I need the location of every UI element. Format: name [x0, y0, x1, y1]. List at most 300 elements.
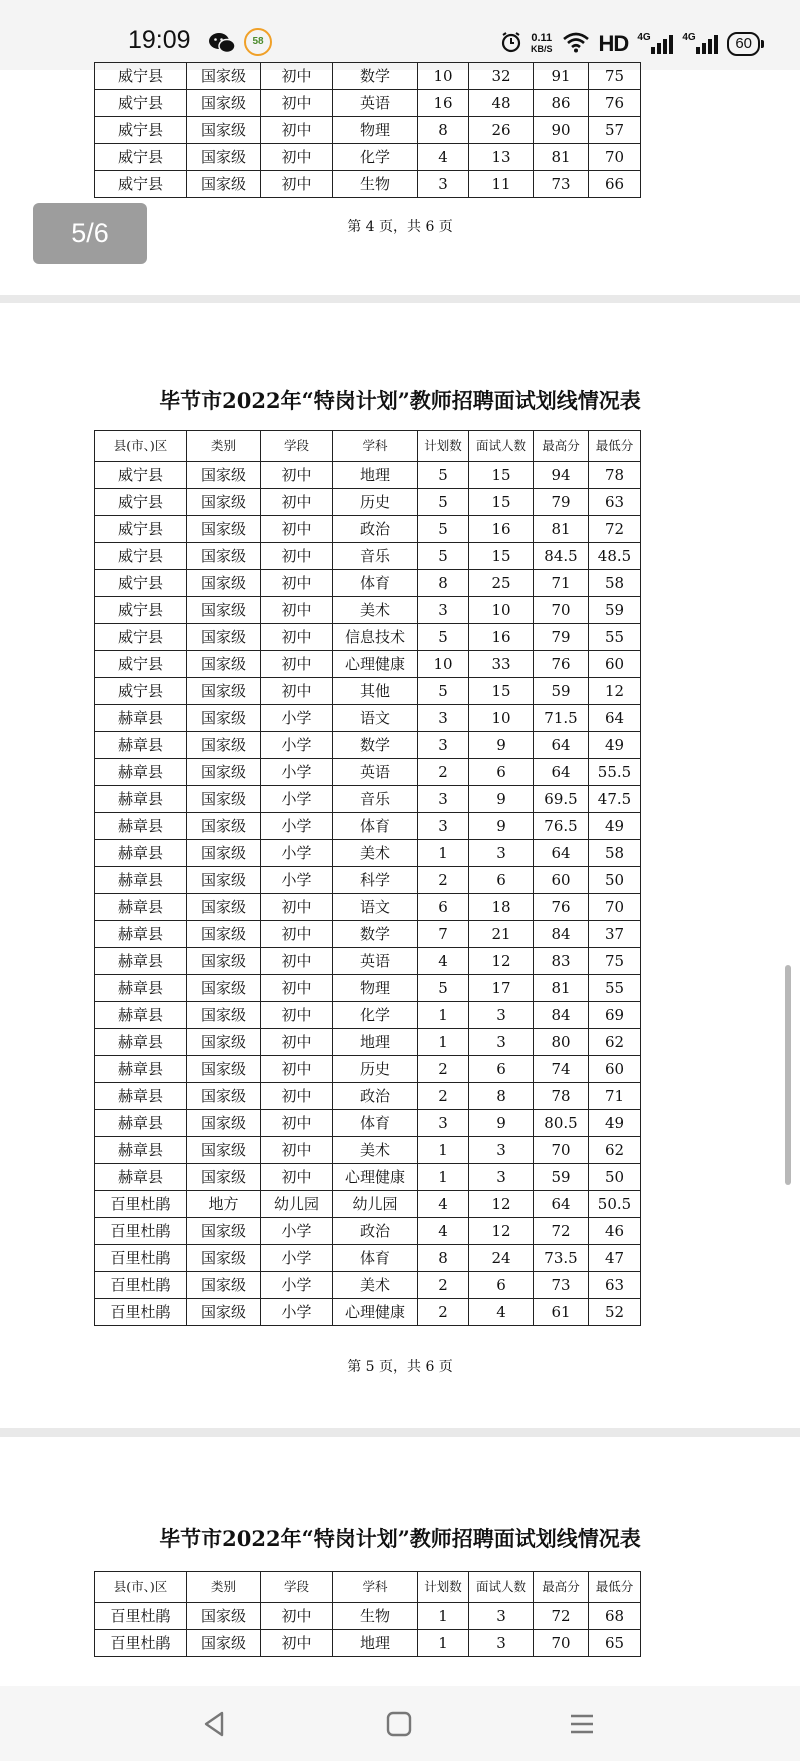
table-cell: 百里杜鹃: [95, 1218, 187, 1245]
table-cell: 10: [418, 63, 469, 90]
table-cell: 国家级: [187, 1002, 261, 1029]
table-cell: 84: [534, 921, 589, 948]
table-cell: 国家级: [187, 1029, 261, 1056]
table-row: [95, 1002, 641, 1029]
table-cell: 威宁县: [95, 624, 187, 651]
cellular-signal-1-icon: [637, 31, 673, 54]
table-cell: 英语: [333, 759, 418, 786]
score-table-page-6: [94, 1571, 641, 1657]
table-cell: 小学: [261, 786, 333, 813]
table-cell: 国家级: [187, 489, 261, 516]
network-speed-value: 0.11: [531, 32, 553, 44]
table-cell: 国家级: [187, 570, 261, 597]
home-square-icon: [384, 1709, 414, 1739]
table-cell: 初中: [261, 651, 333, 678]
table-cell: 初中: [261, 1630, 333, 1657]
table-cell: 小学: [261, 1245, 333, 1272]
table-row: [95, 786, 641, 813]
table-cell: 84.5: [534, 543, 589, 570]
table-cell: 47.5: [589, 786, 641, 813]
table-cell: 3: [418, 597, 469, 624]
table-cell: 美术: [333, 597, 418, 624]
table-cell: 55: [589, 975, 641, 1002]
table-cell: 58: [589, 840, 641, 867]
table-cell: 8: [418, 117, 469, 144]
table-cell: 81: [534, 144, 589, 171]
table-row: [95, 63, 641, 90]
table-cell: 威宁县: [95, 678, 187, 705]
table-cell: 赫章县: [95, 1083, 187, 1110]
network-speed-unit: KB/S: [531, 44, 553, 54]
table-cell: 地理: [333, 462, 418, 489]
table-cell: 初中: [261, 1083, 333, 1110]
table-cell: 小学: [261, 813, 333, 840]
table-cell: 76.5: [534, 813, 589, 840]
table-cell: 百里杜鹃: [95, 1630, 187, 1657]
table-cell: 国家级: [187, 1245, 261, 1272]
table-cell: 50: [589, 867, 641, 894]
table-cell: 初中: [261, 516, 333, 543]
table-cell: 百里杜鹃: [95, 1299, 187, 1326]
table-cell: 威宁县: [95, 117, 187, 144]
battery-icon: 60: [727, 32, 760, 56]
table-cell: 威宁县: [95, 543, 187, 570]
document-page-6: [0, 1437, 800, 1686]
table-row: [95, 1272, 641, 1299]
document-page-5: [0, 303, 800, 1428]
table-cell: 72: [534, 1603, 589, 1630]
table-cell: 初中: [261, 1029, 333, 1056]
table-cell: 国家级: [187, 1272, 261, 1299]
table-cell: 赫章县: [95, 975, 187, 1002]
table-row: [95, 489, 641, 516]
table-cell: 79: [534, 624, 589, 651]
table-cell: 赫章县: [95, 1164, 187, 1191]
table-cell: 初中: [261, 597, 333, 624]
table-cell: 6: [469, 1272, 534, 1299]
table-cell: 70: [534, 1630, 589, 1657]
table-cell: 25: [469, 570, 534, 597]
table-cell: 76: [534, 894, 589, 921]
table-cell: 初中: [261, 489, 333, 516]
table-cell: 初中: [261, 543, 333, 570]
table-cell: 12: [469, 948, 534, 975]
table-cell: 威宁县: [95, 651, 187, 678]
table-cell: 小学: [261, 759, 333, 786]
table-cell: 15: [469, 489, 534, 516]
table-cell: 物理: [333, 117, 418, 144]
table-row: [95, 759, 641, 786]
table-cell: 75: [589, 63, 641, 90]
table-cell: 幼儿园: [333, 1191, 418, 1218]
table-cell: 3: [418, 786, 469, 813]
table-cell: 80.5: [534, 1110, 589, 1137]
table-cell: 69.5: [534, 786, 589, 813]
column-header: 最高分: [534, 1572, 589, 1603]
table-cell: 初中: [261, 1110, 333, 1137]
table-cell: 50: [589, 1164, 641, 1191]
table-cell: 79: [534, 489, 589, 516]
table-cell: 1: [418, 1029, 469, 1056]
table-cell: 赫章县: [95, 1137, 187, 1164]
table-cell: 心理健康: [333, 651, 418, 678]
table-cell: 76: [534, 651, 589, 678]
score-table-page-4: [94, 62, 641, 198]
table-cell: 国家级: [187, 705, 261, 732]
table-row: [95, 90, 641, 117]
table-cell: 地方: [187, 1191, 261, 1218]
navigation-bar: [0, 1686, 800, 1761]
table-cell: 69: [589, 1002, 641, 1029]
column-header: 类别: [187, 1572, 261, 1603]
table-cell: 国家级: [187, 975, 261, 1002]
page-5-title: 毕节市2022年“特岗计划”教师招聘面试划线情况表: [159, 388, 641, 413]
table-cell: 70: [589, 894, 641, 921]
column-header: 县(市、)区: [95, 431, 187, 462]
table-cell: 小学: [261, 867, 333, 894]
column-header: 面试人数: [469, 1572, 534, 1603]
table-cell: 1: [418, 1002, 469, 1029]
table-cell: 2: [418, 1056, 469, 1083]
table-cell: 81: [534, 975, 589, 1002]
table-cell: 84: [534, 1002, 589, 1029]
table-cell: 91: [534, 63, 589, 90]
table-cell: 16: [418, 90, 469, 117]
table-cell: 国家级: [187, 597, 261, 624]
table-cell: 威宁县: [95, 570, 187, 597]
table-cell: 国家级: [187, 144, 261, 171]
table-cell: 1: [418, 1164, 469, 1191]
table-cell: 1: [418, 1630, 469, 1657]
table-cell: 48: [469, 90, 534, 117]
status-time: 19:09: [128, 26, 191, 54]
table-row: [95, 1164, 641, 1191]
table-cell: 小学: [261, 1272, 333, 1299]
table-cell: 58: [589, 570, 641, 597]
table-row: [95, 624, 641, 651]
table-cell: 3: [469, 1029, 534, 1056]
table-cell: 英语: [333, 948, 418, 975]
table-cell: 12: [589, 678, 641, 705]
wechat-icon: [208, 32, 236, 59]
table-cell: 60: [589, 651, 641, 678]
column-header: 面试人数: [469, 431, 534, 462]
table-cell: 小学: [261, 732, 333, 759]
table-cell: 61: [534, 1299, 589, 1326]
signal-1-label: 4G: [637, 31, 651, 43]
table-cell: 62: [589, 1029, 641, 1056]
table-row: [95, 651, 641, 678]
table-cell: 生物: [333, 1603, 418, 1630]
table-cell: 国家级: [187, 948, 261, 975]
table-cell: 70: [589, 144, 641, 171]
table-cell: 6: [418, 894, 469, 921]
table-header-row: [95, 1572, 641, 1603]
table-cell: 72: [589, 516, 641, 543]
table-row: [95, 948, 641, 975]
table-cell: 国家级: [187, 624, 261, 651]
table-cell: 国家级: [187, 840, 261, 867]
table-cell: 72: [534, 1218, 589, 1245]
table-row: [95, 894, 641, 921]
table-row: [95, 975, 641, 1002]
table-cell: 化学: [333, 144, 418, 171]
table-cell: 73.5: [534, 1245, 589, 1272]
table-cell: 国家级: [187, 894, 261, 921]
table-cell: 体育: [333, 813, 418, 840]
table-cell: 2: [418, 1272, 469, 1299]
table-cell: 46: [589, 1218, 641, 1245]
table-cell: 国家级: [187, 786, 261, 813]
column-header: 计划数: [418, 1572, 469, 1603]
table-cell: 赫章县: [95, 921, 187, 948]
table-cell: 62: [589, 1137, 641, 1164]
table-cell: 21: [469, 921, 534, 948]
table-cell: 66: [589, 171, 641, 198]
table-cell: 78: [589, 462, 641, 489]
table-cell: 国家级: [187, 1056, 261, 1083]
table-cell: 11: [469, 171, 534, 198]
table-row: [95, 516, 641, 543]
table-cell: 威宁县: [95, 63, 187, 90]
table-cell: 50.5: [589, 1191, 641, 1218]
table-cell: 国家级: [187, 1218, 261, 1245]
table-cell: 73: [534, 171, 589, 198]
score-table-page-5: [94, 430, 641, 1326]
table-cell: 9: [469, 786, 534, 813]
column-header: 计划数: [418, 431, 469, 462]
home-button[interactable]: [377, 1702, 421, 1746]
table-cell: 初中: [261, 117, 333, 144]
table-cell: 政治: [333, 1218, 418, 1245]
table-cell: 59: [534, 678, 589, 705]
table-row: [95, 1299, 641, 1326]
table-cell: 18: [469, 894, 534, 921]
table-cell: 64: [589, 705, 641, 732]
table-cell: 12: [469, 1218, 534, 1245]
page-indicator: 5/6: [33, 203, 147, 264]
table-cell: 6: [469, 759, 534, 786]
table-cell: 音乐: [333, 543, 418, 570]
table-cell: 威宁县: [95, 462, 187, 489]
table-cell: 59: [589, 597, 641, 624]
hd-voice-label: HD: [598, 31, 629, 56]
table-row: [95, 840, 641, 867]
table-cell: 3: [418, 1110, 469, 1137]
table-row: [95, 1110, 641, 1137]
table-cell: 威宁县: [95, 597, 187, 624]
table-cell: 64: [534, 759, 589, 786]
page-4-footer: 第 4 页，共 6 页: [347, 219, 453, 235]
table-cell: 64: [534, 840, 589, 867]
table-cell: 历史: [333, 489, 418, 516]
table-cell: 初中: [261, 624, 333, 651]
table-cell: 33: [469, 651, 534, 678]
wifi-icon: [562, 31, 590, 58]
table-cell: 国家级: [187, 90, 261, 117]
table-cell: 60: [534, 867, 589, 894]
table-cell: 3: [418, 732, 469, 759]
table-cell: 初中: [261, 678, 333, 705]
table-cell: 15: [469, 543, 534, 570]
table-cell: 赫章县: [95, 1029, 187, 1056]
table-row: [95, 705, 641, 732]
table-cell: 48.5: [589, 543, 641, 570]
column-header: 最高分: [534, 431, 589, 462]
table-cell: 国家级: [187, 63, 261, 90]
table-cell: 13: [469, 144, 534, 171]
table-cell: 地理: [333, 1630, 418, 1657]
table-cell: 1: [418, 1137, 469, 1164]
table-cell: 初中: [261, 1056, 333, 1083]
page-5-footer: 第 5 页，共 6 页: [347, 1359, 453, 1375]
table-cell: 国家级: [187, 1630, 261, 1657]
table-cell: 国家级: [187, 813, 261, 840]
table-cell: 78: [534, 1083, 589, 1110]
table-cell: 63: [589, 489, 641, 516]
table-cell: 55: [589, 624, 641, 651]
column-header: 学科: [333, 431, 418, 462]
table-cell: 初中: [261, 921, 333, 948]
table-cell: 初中: [261, 171, 333, 198]
table-cell: 赫章县: [95, 759, 187, 786]
table-cell: 37: [589, 921, 641, 948]
table-cell: 2: [418, 1299, 469, 1326]
back-button[interactable]: [192, 1702, 236, 1746]
table-cell: 64: [534, 732, 589, 759]
table-row: [95, 1056, 641, 1083]
app-58-icon: 58: [244, 28, 272, 56]
table-cell: 71: [534, 570, 589, 597]
table-cell: 3: [469, 1137, 534, 1164]
table-cell: 86: [534, 90, 589, 117]
table-cell: 威宁县: [95, 171, 187, 198]
table-cell: 数学: [333, 732, 418, 759]
table-row: [95, 1630, 641, 1657]
table-cell: 7: [418, 921, 469, 948]
table-cell: 初中: [261, 462, 333, 489]
table-cell: 信息技术: [333, 624, 418, 651]
table-cell: 10: [469, 705, 534, 732]
table-cell: 5: [418, 624, 469, 651]
column-header: 学科: [333, 1572, 418, 1603]
table-cell: 65: [589, 1630, 641, 1657]
table-cell: 赫章县: [95, 786, 187, 813]
table-cell: 初中: [261, 975, 333, 1002]
table-cell: 32: [469, 63, 534, 90]
table-cell: 5: [418, 975, 469, 1002]
table-cell: 68: [589, 1603, 641, 1630]
table-header-row: [95, 431, 641, 462]
table-cell: 国家级: [187, 1603, 261, 1630]
column-header: 学段: [261, 431, 333, 462]
table-cell: 赫章县: [95, 1056, 187, 1083]
table-cell: 5: [418, 516, 469, 543]
table-row: [95, 171, 641, 198]
page-6-title: 毕节市2022年“特岗计划”教师招聘面试划线情况表: [159, 1526, 641, 1551]
table-cell: 赫章县: [95, 894, 187, 921]
recent-apps-button[interactable]: [560, 1702, 604, 1746]
table-cell: 数学: [333, 921, 418, 948]
column-header: 最低分: [589, 1572, 641, 1603]
table-cell: 2: [418, 1083, 469, 1110]
table-cell: 国家级: [187, 651, 261, 678]
table-row: [95, 1137, 641, 1164]
table-cell: 83: [534, 948, 589, 975]
table-cell: 小学: [261, 840, 333, 867]
table-cell: 94: [534, 462, 589, 489]
table-cell: 国家级: [187, 516, 261, 543]
table-cell: 3: [418, 705, 469, 732]
table-cell: 90: [534, 117, 589, 144]
table-cell: 5: [418, 489, 469, 516]
table-cell: 16: [469, 516, 534, 543]
table-row: [95, 462, 641, 489]
table-cell: 71.5: [534, 705, 589, 732]
table-cell: 8: [469, 1083, 534, 1110]
table-cell: 科学: [333, 867, 418, 894]
table-cell: 美术: [333, 840, 418, 867]
table-cell: 初中: [261, 90, 333, 117]
table-cell: 16: [469, 624, 534, 651]
table-cell: 2: [418, 759, 469, 786]
table-cell: 64: [534, 1191, 589, 1218]
table-cell: 初中: [261, 1164, 333, 1191]
table-cell: 音乐: [333, 786, 418, 813]
table-cell: 幼儿园: [261, 1191, 333, 1218]
table-cell: 初中: [261, 1002, 333, 1029]
table-cell: 政治: [333, 1083, 418, 1110]
table-row: [95, 543, 641, 570]
table-row: [95, 570, 641, 597]
table-cell: 49: [589, 1110, 641, 1137]
table-cell: 国家级: [187, 1110, 261, 1137]
cellular-signal-2-icon: [682, 31, 718, 54]
table-cell: 国家级: [187, 678, 261, 705]
table-cell: 5: [418, 678, 469, 705]
table-cell: 地理: [333, 1029, 418, 1056]
table-cell: 24: [469, 1245, 534, 1272]
table-cell: 17: [469, 975, 534, 1002]
table-row: [95, 144, 641, 171]
table-cell: 国家级: [187, 867, 261, 894]
table-cell: 美术: [333, 1137, 418, 1164]
table-cell: 威宁县: [95, 516, 187, 543]
menu-lines-icon: [567, 1709, 597, 1739]
table-cell: 赫章县: [95, 732, 187, 759]
scrollbar-thumb[interactable]: [785, 965, 791, 1185]
table-cell: 国家级: [187, 732, 261, 759]
table-cell: 英语: [333, 90, 418, 117]
column-header: 最低分: [589, 431, 641, 462]
table-cell: 赫章县: [95, 813, 187, 840]
table-cell: 80: [534, 1029, 589, 1056]
table-cell: 国家级: [187, 1164, 261, 1191]
table-cell: 4: [418, 1218, 469, 1245]
table-cell: 政治: [333, 516, 418, 543]
table-cell: 体育: [333, 1245, 418, 1272]
table-cell: 初中: [261, 1603, 333, 1630]
table-cell: 49: [589, 732, 641, 759]
table-row: [95, 1083, 641, 1110]
table-cell: 威宁县: [95, 90, 187, 117]
table-cell: 初中: [261, 570, 333, 597]
table-cell: 6: [469, 867, 534, 894]
table-cell: 语文: [333, 894, 418, 921]
table-cell: 4: [418, 948, 469, 975]
network-speed: [531, 33, 553, 55]
table-cell: 70: [534, 597, 589, 624]
